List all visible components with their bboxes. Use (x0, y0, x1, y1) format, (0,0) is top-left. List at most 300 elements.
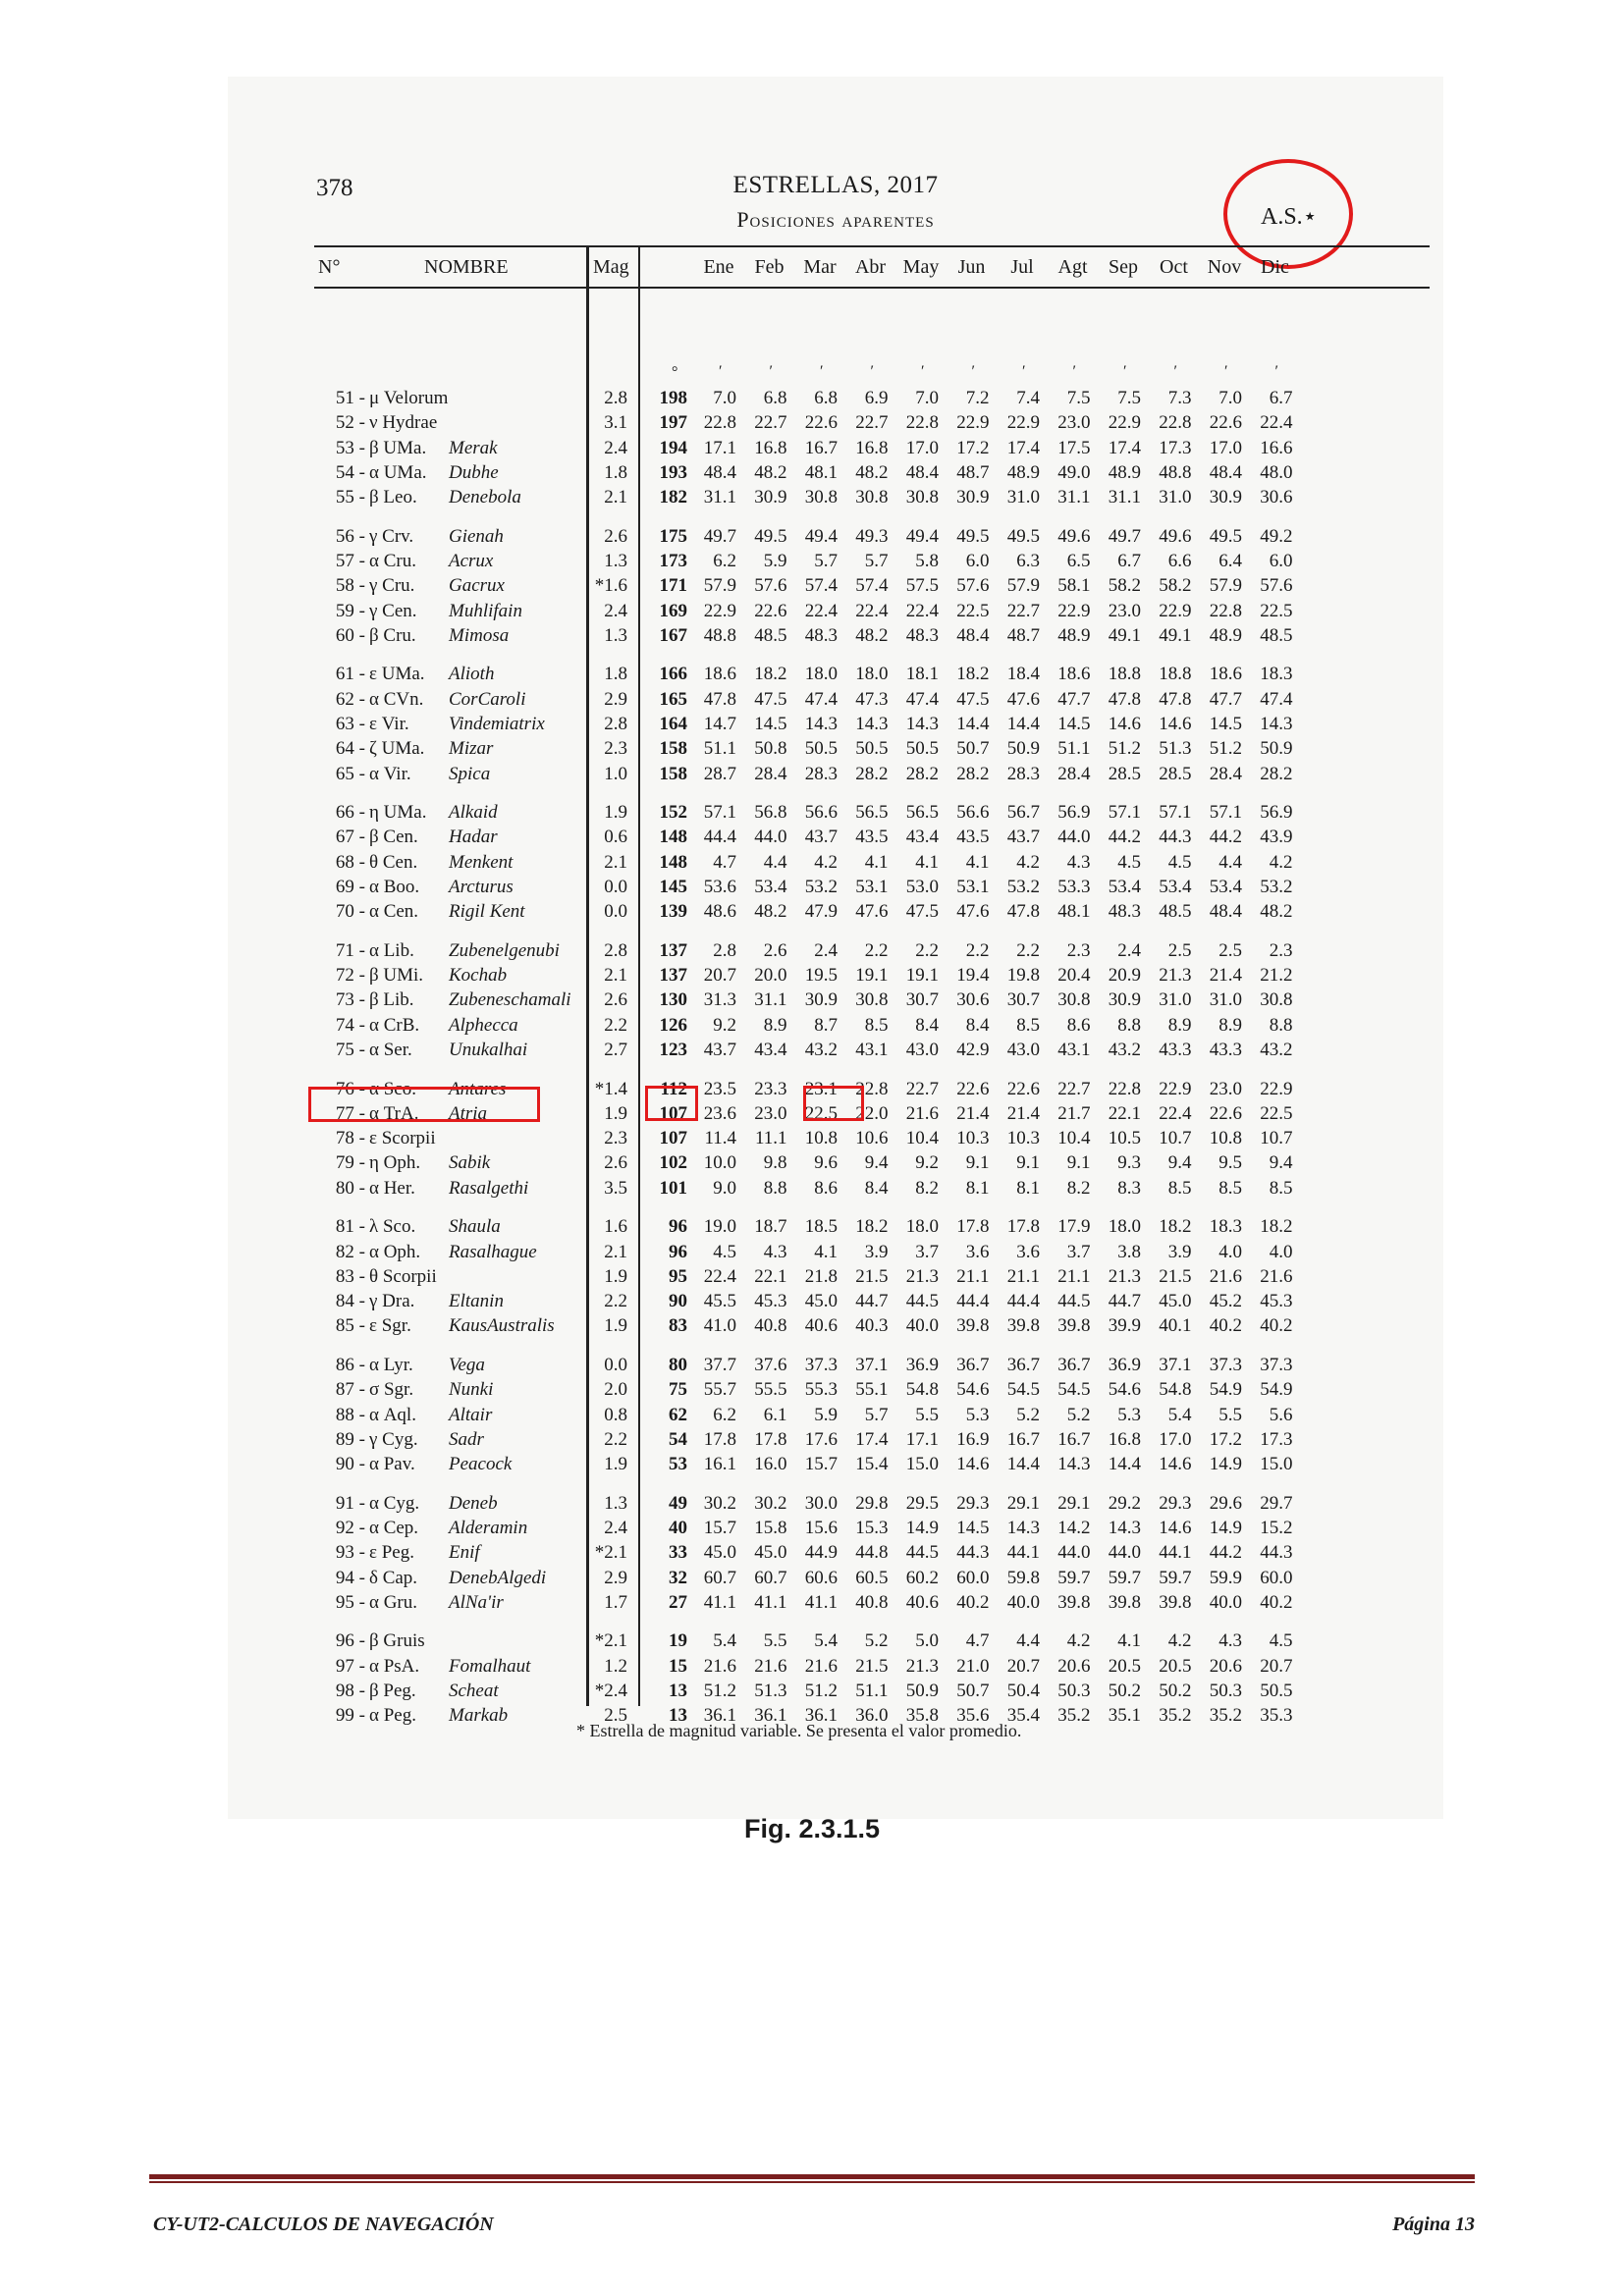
star-sha-degrees: 137 (659, 939, 687, 961)
monthly-minutes-value: 22.7 (855, 412, 889, 434)
monthly-minutes-value: 4.0 (1218, 1241, 1242, 1262)
monthly-minutes-value: 45.0 (804, 1291, 838, 1312)
star-bayer-designation: α Lib. (369, 939, 414, 961)
monthly-minutes-value: 47.7 (1209, 688, 1242, 710)
monthly-minutes-value: 49.5 (1209, 525, 1242, 547)
monthly-minutes-value: 36.7 (1006, 1354, 1040, 1375)
star-bayer-designation: ε Sgr. (369, 1315, 411, 1337)
monthly-minutes-value: 37.1 (1159, 1354, 1192, 1375)
monthly-minutes-value: 8.6 (814, 1177, 838, 1199)
monthly-minutes-value: 21.6 (804, 1655, 838, 1677)
monthly-minutes-value: 18.2 (855, 1216, 889, 1238)
star-magnitude: *2.4 (594, 1680, 627, 1701)
star-bayer-designation: α Cyg. (369, 1492, 420, 1514)
monthly-minutes-value: 8.1 (1016, 1177, 1040, 1199)
star-name: Arcturus (449, 877, 514, 897)
monthly-minutes-value: 14.6 (1108, 714, 1141, 734)
star-number: 92 - (335, 1517, 365, 1538)
monthly-minutes-value: 9.4 (1269, 1152, 1293, 1174)
table-row (228, 1542, 1443, 1567)
monthly-minutes-value: 3.8 (1117, 1241, 1141, 1262)
star-sha-degrees: 107 (659, 1128, 687, 1149)
star-sha-degrees: 165 (659, 688, 687, 710)
monthly-minutes-value: 30.7 (1006, 989, 1040, 1011)
monthly-minutes-value: 23.1 (804, 1078, 838, 1099)
monthly-minutes-value: 30.8 (905, 487, 939, 508)
monthly-minutes-value: 48.8 (703, 624, 736, 646)
monthly-minutes-value: 54.9 (1260, 1379, 1293, 1401)
monthly-minutes-value: 8.8 (763, 1177, 787, 1199)
monthly-minutes-value: 4.3 (763, 1241, 787, 1262)
monthly-minutes-value: 4.5 (1117, 851, 1141, 873)
star-magnitude: *2.1 (594, 1542, 627, 1564)
monthly-minutes-value: 17.4 (1006, 437, 1040, 458)
monthly-minutes-value: 30.6 (956, 989, 990, 1011)
star-number: 94 - (335, 1567, 365, 1588)
table-row (228, 1405, 1443, 1429)
monthly-minutes-value: 10.7 (1159, 1128, 1192, 1149)
monthly-minutes-value: 9.1 (1066, 1152, 1091, 1174)
monthly-minutes-value: 22.5 (804, 1102, 838, 1124)
monthly-minutes-value: 47.4 (905, 688, 939, 710)
monthly-minutes-value: 29.3 (1159, 1492, 1192, 1514)
star-number: 81 - (335, 1216, 365, 1238)
monthly-minutes-value: 10.5 (1108, 1128, 1141, 1149)
monthly-minutes-value: 39.9 (1108, 1315, 1141, 1337)
star-bayer-designation: α UMa. (369, 461, 427, 483)
star-number: 67 - (335, 827, 365, 848)
monthly-minutes-value: 43.1 (1057, 1040, 1091, 1060)
table-row (228, 965, 1443, 989)
monthly-minutes-value: 20.7 (1006, 1655, 1040, 1677)
monthly-minutes-value: 22.9 (703, 600, 736, 621)
monthly-minutes-value: 8.9 (1218, 1014, 1242, 1036)
footer-rule-thin (149, 2181, 1475, 2183)
monthly-minutes-value: 54.8 (905, 1379, 939, 1401)
almanac-title: ESTRELLAS, 2017 (732, 172, 939, 198)
monthly-minutes-value: 14.6 (956, 1454, 990, 1475)
monthly-minutes-value: 49.5 (754, 525, 787, 547)
monthly-minutes-value: 30.9 (754, 487, 787, 508)
monthly-minutes-value: 29.6 (1209, 1492, 1242, 1514)
monthly-minutes-value: 22.9 (1108, 412, 1141, 434)
monthly-minutes-value: 48.4 (956, 624, 990, 646)
monthly-minutes-value: 5.2 (1066, 1404, 1091, 1425)
star-sha-degrees: 102 (659, 1152, 687, 1174)
monthly-minutes-value: 16.1 (703, 1454, 736, 1475)
monthly-minutes-value: 4.2 (1269, 851, 1293, 873)
monthly-minutes-value: 4.3 (1218, 1630, 1242, 1652)
star-number: 75 - (335, 1040, 365, 1060)
monthly-minutes-value: 6.5 (1066, 551, 1091, 571)
monthly-minutes-value: 9.4 (1167, 1152, 1192, 1174)
monthly-minutes-value: 5.3 (1117, 1404, 1141, 1425)
monthly-minutes-value: 37.6 (754, 1354, 787, 1375)
footer-page-number: Página 13 (1392, 2214, 1475, 2235)
monthly-minutes-value: 48.0 (1260, 461, 1293, 483)
star-name: Vega (449, 1354, 485, 1375)
star-sha-degrees: 62 (669, 1404, 687, 1425)
star-sha-degrees: 193 (659, 461, 687, 483)
monthly-minutes-value: 17.1 (905, 1428, 939, 1450)
table-row (228, 487, 1443, 511)
star-name: Gienah (449, 525, 504, 547)
monthly-minutes-value: 50.4 (1006, 1680, 1040, 1701)
monthly-minutes-value: 48.8 (1159, 461, 1192, 483)
almanac-subtitle: Posiciones aparentes (736, 207, 935, 232)
minute-unit-mark: ′ (971, 363, 975, 380)
monthly-minutes-value: 7.4 (1016, 388, 1040, 408)
table-row (228, 1015, 1443, 1040)
monthly-minutes-value: 22.1 (754, 1265, 787, 1287)
almanac-page-number: 378 (316, 175, 353, 201)
monthly-minutes-value: 48.4 (703, 461, 736, 483)
star-sha-degrees: 130 (659, 989, 687, 1011)
monthly-minutes-value: 45.3 (1260, 1291, 1293, 1312)
monthly-minutes-value: 35.2 (1209, 1705, 1242, 1727)
monthly-minutes-value: 22.4 (804, 600, 838, 621)
monthly-minutes-value: 39.8 (1159, 1591, 1192, 1613)
monthly-minutes-value: 45.0 (1159, 1291, 1192, 1312)
monthly-minutes-value: 15.6 (804, 1517, 838, 1538)
star-name: Sadr (449, 1428, 484, 1450)
monthly-minutes-value: 8.6 (1066, 1014, 1091, 1036)
monthly-minutes-value: 8.4 (915, 1014, 939, 1036)
monthly-minutes-value: 14.9 (905, 1517, 939, 1538)
star-magnitude: 1.2 (604, 1655, 627, 1677)
monthly-minutes-value: 47.6 (855, 901, 889, 923)
star-magnitude: 2.5 (604, 1705, 627, 1727)
monthly-minutes-value: 4.1 (1117, 1630, 1141, 1652)
monthly-minutes-value: 59.7 (1159, 1567, 1192, 1588)
monthly-minutes-value: 43.3 (1159, 1040, 1192, 1060)
monthly-minutes-value: 44.9 (804, 1542, 838, 1564)
star-bayer-designation: β Cen. (369, 827, 418, 848)
monthly-minutes-value: 51.2 (1108, 738, 1141, 760)
star-number: 65 - (335, 763, 365, 784)
table-row (228, 764, 1443, 788)
monthly-minutes-value: 44.1 (1006, 1542, 1040, 1564)
star-sha-degrees: 175 (659, 525, 687, 547)
monthly-minutes-value: 36.7 (1057, 1354, 1091, 1375)
column-header-number: N° (318, 256, 341, 278)
star-bayer-designation: γ Cyg. (369, 1428, 418, 1450)
monthly-minutes-value: 51.1 (855, 1680, 889, 1701)
monthly-minutes-value: 22.4 (905, 600, 939, 621)
monthly-minutes-value: 48.2 (754, 461, 787, 483)
monthly-minutes-value: 3.6 (965, 1241, 990, 1262)
monthly-minutes-value: 17.9 (1057, 1216, 1091, 1238)
monthly-minutes-value: 53.2 (804, 877, 838, 897)
table-row (228, 1681, 1443, 1705)
table-row (228, 625, 1443, 650)
star-magnitude: 0.6 (604, 827, 627, 848)
monthly-minutes-value: 14.4 (1006, 1454, 1040, 1475)
monthly-minutes-value: 50.5 (804, 738, 838, 760)
table-row (228, 1128, 1443, 1152)
monthly-minutes-value: 51.2 (804, 1680, 838, 1701)
monthly-minutes-value: 22.7 (1057, 1078, 1091, 1099)
monthly-minutes-value: 47.7 (1057, 688, 1091, 710)
monthly-minutes-value: 51.3 (1159, 738, 1192, 760)
monthly-minutes-value: 48.2 (754, 901, 787, 923)
monthly-minutes-value: 17.0 (1159, 1428, 1192, 1450)
monthly-minutes-value: 29.1 (1057, 1492, 1091, 1514)
star-name: Acrux (449, 551, 494, 571)
monthly-minutes-value: 31.1 (1108, 487, 1141, 508)
monthly-minutes-value: 40.0 (1209, 1591, 1242, 1613)
monthly-minutes-value: 20.7 (1260, 1655, 1293, 1677)
monthly-minutes-value: 30.9 (956, 487, 990, 508)
column-header-month: Mar (803, 256, 837, 278)
monthly-minutes-value: 18.2 (956, 664, 990, 685)
star-magnitude: 1.0 (604, 763, 627, 784)
monthly-minutes-value: 28.2 (956, 763, 990, 784)
star-name: Merak (449, 437, 498, 458)
monthly-minutes-value: 21.6 (1260, 1265, 1293, 1287)
monthly-minutes-value: 4.0 (1269, 1241, 1293, 1262)
star-magnitude: 2.1 (604, 965, 627, 987)
star-bayer-designation: α Cru. (369, 551, 416, 571)
star-name: Mizar (449, 738, 494, 760)
monthly-minutes-value: 10.8 (804, 1128, 838, 1149)
star-magnitude: 1.9 (604, 1454, 627, 1475)
table-row (228, 1291, 1443, 1315)
monthly-minutes-value: 40.3 (855, 1315, 889, 1337)
monthly-minutes-value: 18.2 (1159, 1216, 1192, 1238)
monthly-minutes-value: 55.1 (855, 1379, 889, 1401)
monthly-minutes-value: 44.2 (1209, 827, 1242, 848)
monthly-minutes-value: 40.0 (1006, 1591, 1040, 1613)
monthly-minutes-value: 56.9 (1057, 802, 1091, 824)
star-number: 96 - (335, 1630, 365, 1652)
monthly-minutes-value: 53.4 (1209, 877, 1242, 897)
star-number: 93 - (335, 1542, 365, 1564)
monthly-minutes-value: 15.0 (905, 1454, 939, 1475)
star-sha-degrees: 15 (669, 1655, 687, 1677)
monthly-minutes-value: 22.1 (1108, 1102, 1141, 1124)
monthly-minutes-value: 50.2 (1159, 1680, 1192, 1701)
monthly-minutes-value: 16.8 (855, 437, 889, 458)
monthly-minutes-value: 44.3 (1260, 1542, 1293, 1564)
monthly-minutes-value: 4.7 (965, 1630, 990, 1652)
monthly-minutes-value: 44.3 (1159, 827, 1192, 848)
monthly-minutes-value: 20.0 (754, 965, 787, 987)
monthly-minutes-value: 35.3 (1260, 1705, 1293, 1727)
star-number: 82 - (335, 1241, 365, 1262)
star-name: Spica (449, 763, 491, 784)
star-number: 71 - (335, 939, 365, 961)
monthly-minutes-value: 43.0 (905, 1040, 939, 1060)
monthly-minutes-value: 48.6 (703, 901, 736, 923)
monthly-minutes-value: 44.5 (905, 1291, 939, 1312)
monthly-minutes-value: 50.3 (1057, 1680, 1091, 1701)
monthly-minutes-value: 22.8 (1108, 1078, 1141, 1099)
monthly-minutes-value: 4.4 (763, 851, 787, 873)
star-name: Rasalhague (449, 1241, 537, 1262)
monthly-minutes-value: 30.6 (1260, 487, 1293, 508)
minute-unit-mark: ′ (921, 363, 925, 380)
monthly-minutes-value: 21.2 (1260, 965, 1293, 987)
monthly-minutes-value: 29.3 (956, 1492, 990, 1514)
star-name: Rasalgethi (449, 1177, 529, 1199)
monthly-minutes-value: 16.7 (1057, 1428, 1091, 1450)
star-number: 87 - (335, 1379, 365, 1401)
star-number: 76 - (335, 1078, 365, 1099)
column-header-month: Jun (957, 256, 986, 278)
monthly-minutes-value: 49.5 (956, 525, 990, 547)
monthly-minutes-value: 50.7 (956, 738, 990, 760)
monthly-minutes-value: 28.2 (1260, 763, 1293, 784)
star-sha-degrees: 80 (669, 1354, 687, 1375)
monthly-minutes-value: 57.1 (703, 802, 736, 824)
monthly-minutes-value: 20.6 (1209, 1655, 1242, 1677)
minute-unit-mark: ′ (1022, 363, 1026, 380)
monthly-minutes-value: 4.1 (915, 851, 939, 873)
monthly-minutes-value: 48.2 (855, 461, 889, 483)
monthly-minutes-value: 5.4 (1167, 1404, 1192, 1425)
star-magnitude: 2.1 (604, 1241, 627, 1262)
table-row (228, 1242, 1443, 1266)
star-sha-degrees: 158 (659, 763, 687, 784)
table-row (228, 1216, 1443, 1241)
star-name: Nunki (449, 1379, 494, 1401)
monthly-minutes-value: 8.2 (1066, 1177, 1091, 1199)
monthly-minutes-value: 47.8 (1108, 688, 1141, 710)
monthly-minutes-value: 43.5 (855, 827, 889, 848)
monthly-minutes-value: 48.4 (905, 461, 939, 483)
monthly-minutes-value: 22.5 (1260, 600, 1293, 621)
monthly-minutes-value: 47.8 (703, 688, 736, 710)
minute-unit-mark: ′ (1274, 363, 1278, 380)
star-name: Vindemiatrix (449, 714, 545, 734)
monthly-minutes-value: 16.7 (1006, 1428, 1040, 1450)
monthly-minutes-value: 2.3 (1066, 939, 1091, 961)
star-name: Alderamin (449, 1517, 528, 1538)
monthly-minutes-value: 47.8 (1159, 688, 1192, 710)
monthly-minutes-value: 23.3 (754, 1078, 787, 1099)
star-bayer-designation: α Aql. (369, 1404, 416, 1425)
star-bayer-designation: μ Velorum (369, 388, 449, 408)
monthly-minutes-value: 49.1 (1159, 624, 1192, 646)
monthly-minutes-value: 9.3 (1117, 1152, 1141, 1174)
star-sha-degrees: 75 (669, 1379, 687, 1401)
monthly-minutes-value: 11.1 (754, 1128, 787, 1149)
star-sha-degrees: 166 (659, 664, 687, 685)
monthly-minutes-value: 47.5 (956, 688, 990, 710)
monthly-minutes-value: 14.3 (1006, 1517, 1040, 1538)
table-row (228, 1266, 1443, 1291)
monthly-minutes-value: 21.6 (1209, 1265, 1242, 1287)
star-name: DenebAlgedi (449, 1567, 547, 1588)
monthly-minutes-value: 60.0 (1260, 1567, 1293, 1588)
monthly-minutes-value: 53.3 (1057, 877, 1091, 897)
table-row (228, 664, 1443, 688)
monthly-minutes-value: 22.8 (1209, 600, 1242, 621)
monthly-minutes-value: 6.9 (864, 388, 889, 408)
table-row (228, 1152, 1443, 1177)
monthly-minutes-value: 47.4 (1260, 688, 1293, 710)
star-number: 55 - (335, 487, 365, 508)
monthly-minutes-value: 14.4 (956, 714, 990, 734)
table-row (228, 1355, 1443, 1379)
monthly-minutes-value: 18.0 (855, 664, 889, 685)
column-header-month: Feb (754, 256, 785, 278)
monthly-minutes-value: 16.8 (754, 437, 787, 458)
monthly-minutes-value: 9.5 (1218, 1152, 1242, 1174)
monthly-minutes-value: 14.6 (1159, 1517, 1192, 1538)
star-bayer-designation: ε Peg. (369, 1542, 414, 1564)
star-bayer-designation: ν Hydrae (369, 412, 438, 434)
column-header-month: Dic (1261, 256, 1289, 278)
monthly-minutes-value: 21.1 (1006, 1265, 1040, 1287)
monthly-minutes-value: 53.4 (1108, 877, 1141, 897)
star-name: Eltanin (449, 1291, 504, 1312)
monthly-minutes-value: 35.8 (905, 1705, 939, 1727)
monthly-minutes-value: 4.2 (1167, 1630, 1192, 1652)
monthly-minutes-value: 5.2 (1016, 1404, 1040, 1425)
star-bayer-designation: β Cru. (369, 624, 416, 646)
monthly-minutes-value: 8.8 (1117, 1014, 1141, 1036)
star-number: 69 - (335, 877, 365, 897)
monthly-minutes-value: 14.6 (1159, 714, 1192, 734)
star-sha-degrees: 158 (659, 738, 687, 760)
monthly-minutes-value: 47.5 (754, 688, 787, 710)
star-sha-degrees: 32 (669, 1567, 687, 1588)
monthly-minutes-value: 28.4 (1209, 763, 1242, 784)
star-magnitude: 2.9 (604, 688, 627, 710)
monthly-minutes-value: 22.6 (754, 600, 787, 621)
figure-caption: Fig. 2.3.1.5 (743, 1814, 881, 1843)
monthly-minutes-value: 21.0 (956, 1655, 990, 1677)
monthly-minutes-value: 39.8 (1057, 1315, 1091, 1337)
star-number: 90 - (335, 1454, 365, 1475)
monthly-minutes-value: 48.1 (1057, 901, 1091, 923)
antares-march-highlight (803, 1086, 864, 1121)
monthly-minutes-value: 17.0 (1209, 437, 1242, 458)
star-sha-degrees: 13 (669, 1705, 687, 1727)
monthly-minutes-value: 40.6 (804, 1315, 838, 1337)
monthly-minutes-value: 28.2 (905, 763, 939, 784)
monthly-minutes-value: 17.8 (956, 1216, 990, 1238)
star-sha-degrees: 90 (669, 1291, 687, 1312)
monthly-minutes-value: 37.1 (855, 1354, 889, 1375)
star-sha-degrees: 112 (660, 1078, 687, 1099)
star-sha-degrees: 169 (659, 600, 687, 621)
star-magnitude: 1.3 (604, 624, 627, 646)
monthly-minutes-value: 45.0 (754, 1542, 787, 1564)
star-number: 97 - (335, 1655, 365, 1677)
monthly-minutes-value: 60.7 (754, 1567, 787, 1588)
monthly-minutes-value: 7.0 (713, 388, 736, 408)
monthly-minutes-value: 58.2 (1159, 575, 1192, 597)
monthly-minutes-value: 48.5 (1159, 901, 1192, 923)
table-top-rule (314, 245, 1430, 247)
monthly-minutes-value: 7.5 (1117, 388, 1141, 408)
star-bayer-designation: ζ UMa. (369, 738, 425, 760)
star-number: 62 - (335, 688, 365, 710)
table-row (228, 714, 1443, 738)
star-number: 89 - (335, 1428, 365, 1450)
monthly-minutes-value: 4.2 (1066, 1630, 1091, 1652)
table-header-rule (314, 287, 1430, 289)
monthly-minutes-value: 15.7 (804, 1454, 838, 1475)
monthly-minutes-value: 48.1 (804, 461, 838, 483)
monthly-minutes-value: 53.2 (1260, 877, 1293, 897)
star-name: Scheat (449, 1680, 499, 1701)
monthly-minutes-value: 15.0 (1260, 1454, 1293, 1475)
monthly-minutes-value: 22.9 (956, 412, 990, 434)
